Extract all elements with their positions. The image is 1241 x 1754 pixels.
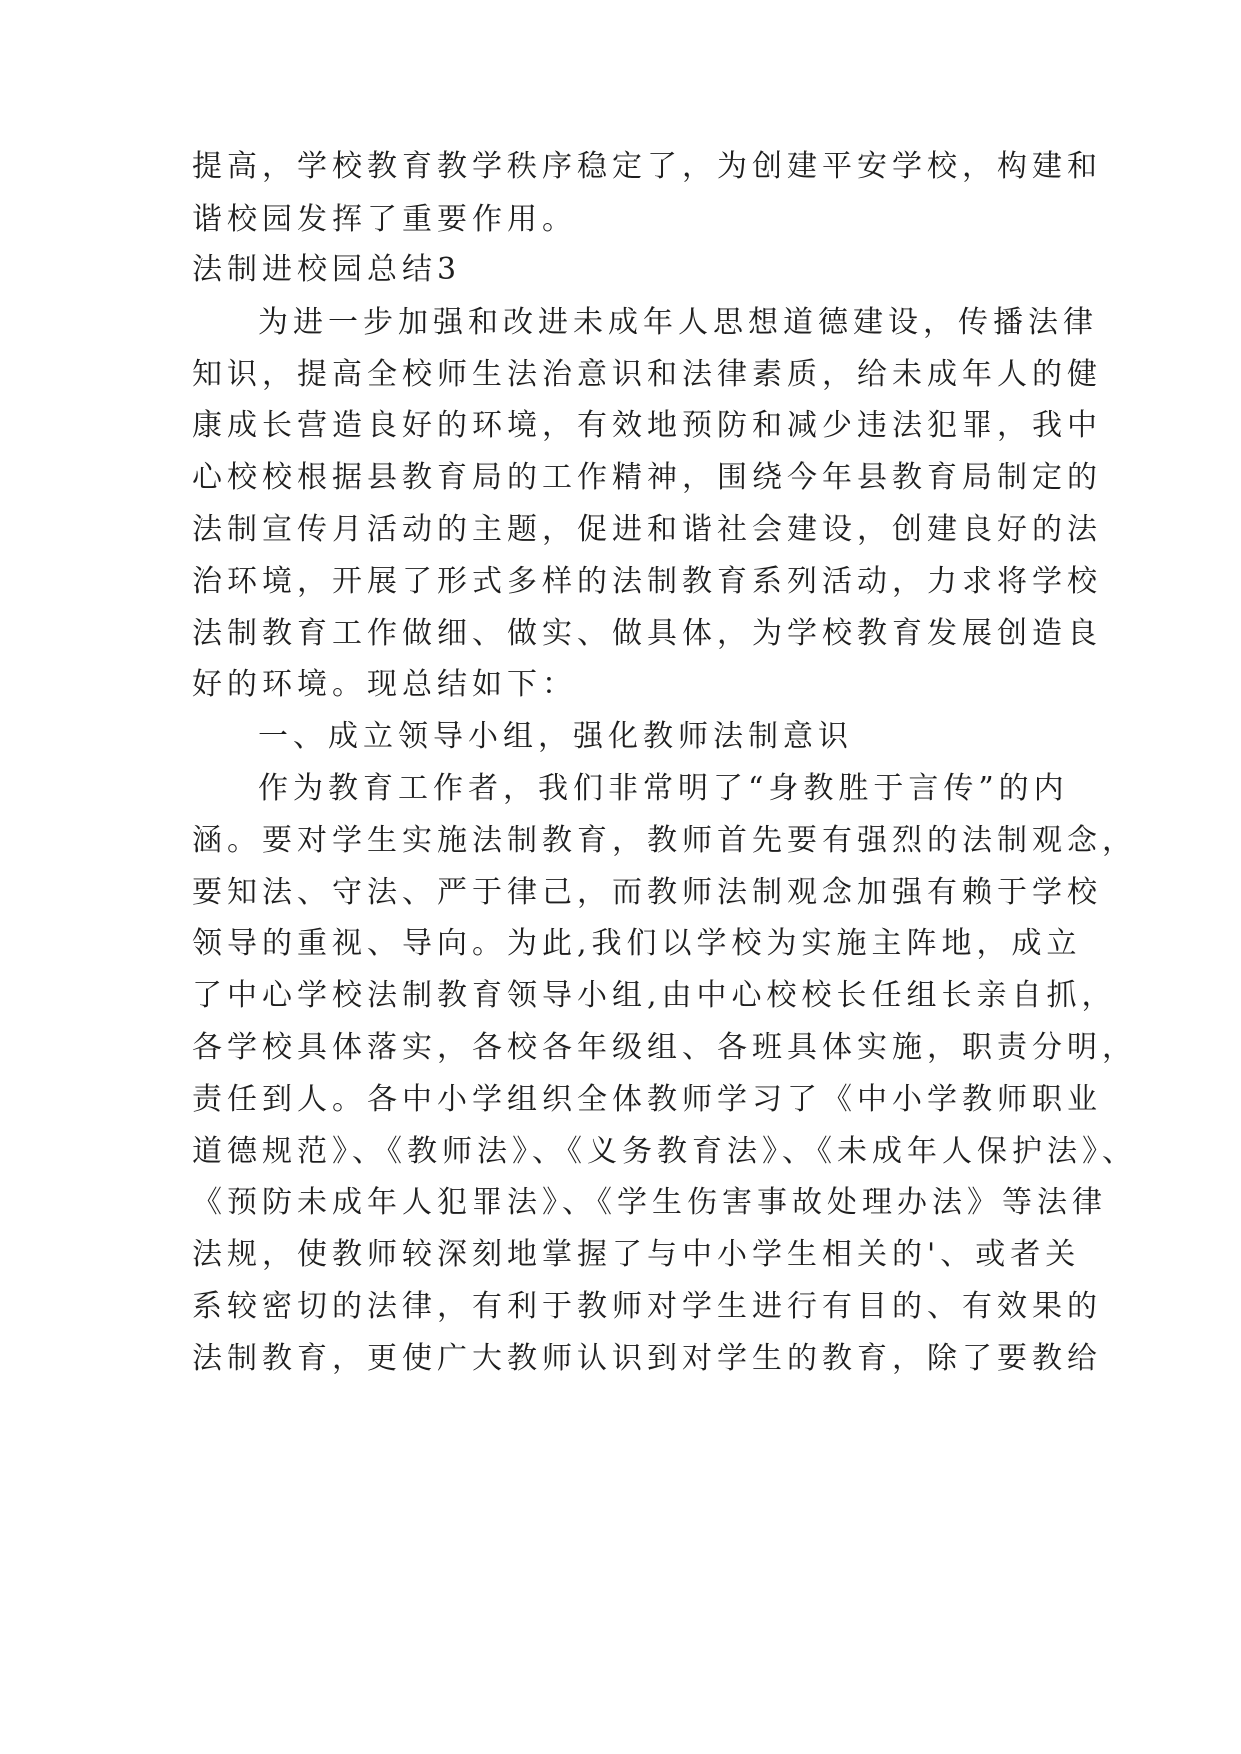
body-text-line: 领导的重视、导向。为此,我们以学校为实施主阵地，成立 — [192, 926, 1082, 961]
body-text-line: 要知法、守法、严于律己，而教师法制观念加强有赖于学校 — [192, 875, 1102, 910]
body-text-line: 法规，使教师较深刻地掌握了与中小学生相关的'、或者关 — [192, 1237, 1081, 1272]
body-text-line: 法制宣传月活动的主题，促进和谐社会建设，创建良好的法 — [192, 512, 1102, 547]
body-text-line: 知识，提高全校师生法治意识和法律素质，给未成年人的健 — [192, 357, 1102, 392]
body-text-line: 各学校具体落实，各校各年级组、各班具体实施，职责分明， — [192, 1030, 1137, 1065]
body-text-line: 心校校根据县教育局的工作精神，围绕今年县教育局制定的 — [192, 460, 1102, 495]
body-text-line: 提高，学校教育教学秩序稳定了，为创建平安学校，构建和 — [192, 149, 1102, 184]
body-text-line: 责任到人。各中小学组织全体教师学习了《中小学教师职业 — [192, 1082, 1102, 1117]
subsection-heading: 一、成立领导小组，强化教师法制意识 — [258, 719, 853, 754]
body-text-line: 谐校园发挥了重要作用。 — [192, 202, 577, 237]
body-text-line: 《预防未成年人犯罪法》、《学生伤害事故处理办法》等法律 — [192, 1185, 1107, 1220]
body-text-line: 法制教育工作做细、做实、做具体，为学校教育发展创造良 — [192, 616, 1102, 651]
body-text-line: 康成长营造良好的环境，有效地预防和减少违法犯罪，我中 — [192, 408, 1102, 443]
body-text-line: 法制教育，更使广大教师认识到对学生的教育，除了要教给 — [192, 1341, 1102, 1376]
paragraph-first-line: 为进一步加强和改进未成年人思想道德建设，传播法律 — [258, 305, 1098, 340]
body-text-line: 治环境，开展了形式多样的法制教育系列活动，力求将学校 — [192, 564, 1102, 599]
body-text-line: 了中心学校法制教育领导小组,由中心校校长任组长亲自抓， — [192, 978, 1117, 1013]
body-text-line: 道德规范》、《教师法》、《义务教育法》、《未成年人保护法》、 — [192, 1134, 1137, 1169]
section-heading: 法制进校园总结3 — [192, 252, 462, 287]
body-text-line: 好的环境。现总结如下： — [192, 667, 577, 702]
body-text-line: 系较密切的法律，有利于教师对学生进行有目的、有效果的 — [192, 1289, 1102, 1324]
body-text-line: 涵。要对学生实施法制教育，教师首先要有强烈的法制观念， — [192, 823, 1137, 858]
paragraph-first-line: 作为教育工作者，我们非常明了“身教胜于言传”的内 — [258, 771, 1069, 806]
